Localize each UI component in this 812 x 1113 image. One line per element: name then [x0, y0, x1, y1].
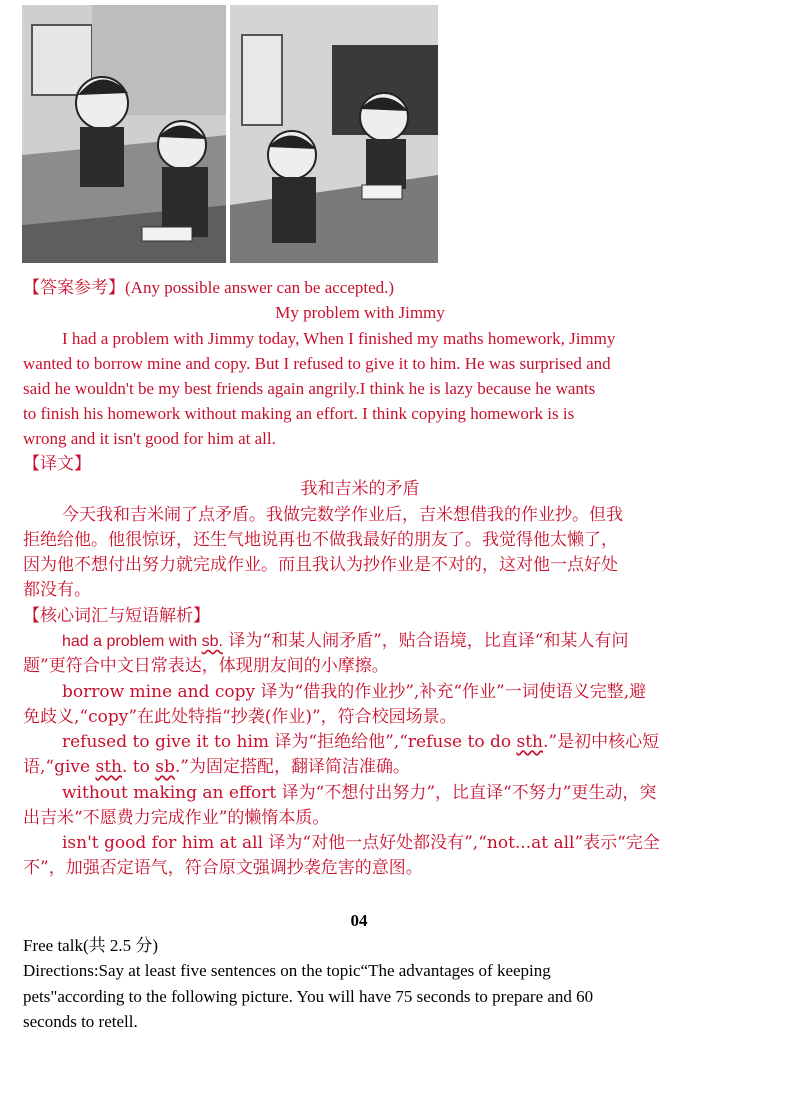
- analysis-item-2: borrow mine and copy 译为“借我的作业抄”,补充“作业”一词使语义完整,避: [62, 682, 647, 702]
- analysis-item-1: had a problem with sb. 译为“和某人闹矛盾”，贴合语境，比直译“和某人有问: [62, 631, 629, 651]
- answer-line: I had a problem with Jimmy today, When I finished my maths homework, Jimmy: [62, 329, 616, 348]
- answer-header: 【答案参考】: [23, 278, 125, 298]
- translation-line: 拒绝给他。他很惊讶，还生气地说再也不做我最好的朋友了。我觉得他太懒了，: [23, 530, 618, 550]
- translation-line: 因为他不想付出努力就完成作业。而且我认为抄作业是不对的，这对他一点好处: [23, 555, 618, 575]
- answer-line: said he wouldn't be my best friends again angrily.I think he is lazy because he wants: [23, 379, 596, 398]
- translation-line: 今天我和吉米闹了点矛盾。我做完数学作业后，吉米想借我的作业抄。但我: [62, 505, 623, 525]
- comic-illustration: [22, 5, 438, 263]
- section-number: 04: [350, 911, 368, 930]
- answer-title: My problem with Jimmy: [275, 303, 445, 322]
- analysis-item-5-cont: 不”，加强否定语气，符合原文强调抄袭危害的意图。: [23, 858, 423, 878]
- translation-header: 【译文】: [23, 454, 91, 474]
- answer-line: wrong and it isn't good for him at all.: [23, 429, 276, 448]
- analysis-item-2-cont: 免歧义,“copy”在此处特指“抄袭(作业)”，符合校园场景。: [23, 707, 457, 727]
- analysis-item-4-cont: 出吉米“不愿费力完成作业”的懒惰本质。: [23, 808, 330, 828]
- answer-header-note: (Any possible answer can be accepted.): [125, 278, 395, 297]
- analysis-item-3: refused to give it to him 译为“拒绝给他”,“refuse to do sth.”是初中核心短: [62, 732, 660, 752]
- directions-line: Directions:Say at least five sentences on the topic“The advantages of keeping: [23, 961, 551, 980]
- translation-title: 我和吉米的矛盾: [300, 479, 420, 499]
- comic-panel-left: [22, 5, 228, 263]
- analysis-header: 【核心词汇与短语解析】: [23, 606, 210, 626]
- analysis-item-4: without making an effort 译为“不想付出努力”，比直译“不努力”更生动，突: [62, 783, 657, 803]
- answer-line: wanted to borrow mine and copy. But I refused to give it to him. He was surprised and: [23, 354, 611, 373]
- comic-panel-right: [230, 5, 438, 263]
- section-title: Free talk(共 2.5 分): [23, 936, 159, 955]
- analysis-item-3-cont: 语,“give sth. to sb.”为固定搭配，翻译简洁准确。: [23, 757, 410, 777]
- directions-line: seconds to retell.: [23, 1012, 138, 1031]
- answer-header-line: [23, 275, 394, 301]
- answer-line: to finish his homework without making an effort. I think copying homework is is: [23, 404, 575, 423]
- directions-line: pets"according to the following picture. You will have 75 seconds to prepare and 60: [23, 987, 594, 1006]
- analysis-item-1-cont: 题”更符合中文日常表达，体现朋友间的小摩擦。: [23, 656, 389, 676]
- translation-line: 都没有。: [23, 580, 91, 600]
- analysis-item-5: isn't good for him at all 译为“对他一点好处都没有”,“not...at all”表示“完全: [62, 833, 660, 853]
